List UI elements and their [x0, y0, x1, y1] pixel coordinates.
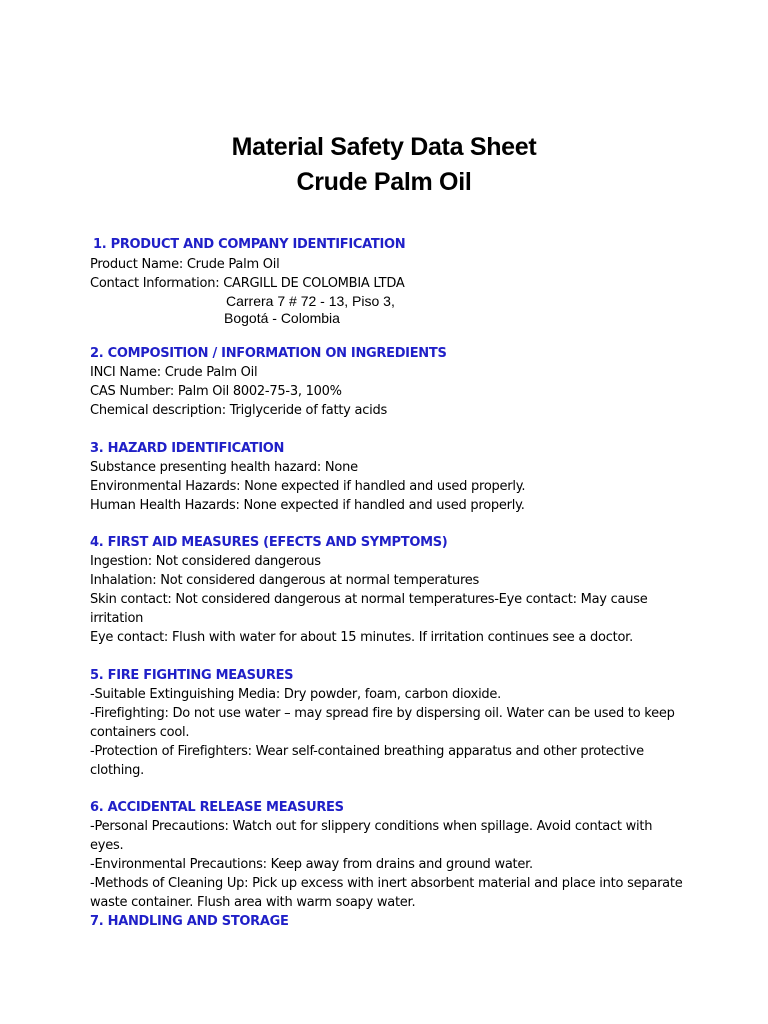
release-line-5: waste container. Flush area with warm soapy water. — [90, 895, 416, 910]
address-line-2: Bogotá - Colombia — [224, 310, 340, 326]
first-aid-line-1: Ingestion: Not considered dangerous — [90, 554, 321, 569]
section-3-heading: 3. HAZARD IDENTIFICATION — [90, 441, 285, 456]
first-aid-line-3: Skin contact: Not considered dangerous at normal temperatures-Eye contact: May cause — [90, 592, 648, 607]
fire-fighting-line-1: -Suitable Extinguishing Media: Dry powder, foam, carbon dioxide. — [90, 687, 502, 702]
document-subtitle: Crude Palm Oil — [296, 168, 472, 196]
contact-information-line: Contact Information: CARGILL DE COLOMBIA LTDA — [90, 276, 405, 291]
first-aid-line-5: Eye contact: Flush with water for about 15 minutes. If irritation continues see a doctor. — [90, 630, 633, 645]
inci-name-line: INCI Name: Crude Palm Oil — [90, 365, 258, 380]
first-aid-line-2: Inhalation: Not considered dangerous at normal temperatures — [90, 573, 480, 588]
fire-fighting-line-5: clothing. — [90, 763, 145, 778]
section-1-heading: 1. PRODUCT AND COMPANY IDENTIFICATION — [93, 237, 406, 252]
fire-fighting-line-3: containers cool. — [90, 725, 190, 740]
address-line-1: Carrera 7 # 72 - 13, Piso 3, — [226, 293, 395, 309]
cas-number-line: CAS Number: Palm Oil 8002-75-3, 100% — [90, 384, 342, 399]
section-7-heading: 7. HANDLING AND STORAGE — [90, 914, 289, 929]
fire-fighting-line-4: -Protection of Firefighters: Wear self-contained breathing apparatus and other protective — [90, 744, 644, 759]
release-line-1: -Personal Precautions: Watch out for slippery conditions when spillage. Avoid contact with — [90, 819, 653, 834]
release-line-4: -Methods of Cleaning Up: Pick up excess with inert absorbent material and place into separate — [90, 876, 683, 891]
hazard-line-1: Substance presenting health hazard: None — [90, 460, 358, 475]
release-line-2: eyes. — [90, 838, 124, 853]
section-4-heading: 4. FIRST AID MEASURES (EFECTS AND SYMPTOMS) — [90, 535, 448, 550]
fire-fighting-line-2: -Firefighting: Do not use water – may spread fire by dispersing oil. Water can be used to keep — [90, 706, 675, 721]
section-5-heading: 5. FIRE FIGHTING MEASURES — [90, 668, 294, 683]
hazard-line-3: Human Health Hazards: None expected if handled and used properly. — [90, 498, 525, 513]
hazard-line-2: Environmental Hazards: None expected if handled and used properly. — [90, 479, 526, 494]
document-title: Material Safety Data Sheet — [231, 133, 537, 161]
section-2-heading: 2. COMPOSITION / INFORMATION ON INGREDIENTS — [90, 346, 447, 361]
chemical-description-line: Chemical description: Triglyceride of fatty acids — [90, 403, 387, 418]
product-name-line: Product Name: Crude Palm Oil — [90, 257, 280, 272]
first-aid-line-4: irritation — [90, 611, 144, 626]
release-line-3: -Environmental Precautions: Keep away from drains and ground water. — [90, 857, 533, 872]
section-6-heading: 6. ACCIDENTAL RELEASE MEASURES — [90, 800, 344, 815]
